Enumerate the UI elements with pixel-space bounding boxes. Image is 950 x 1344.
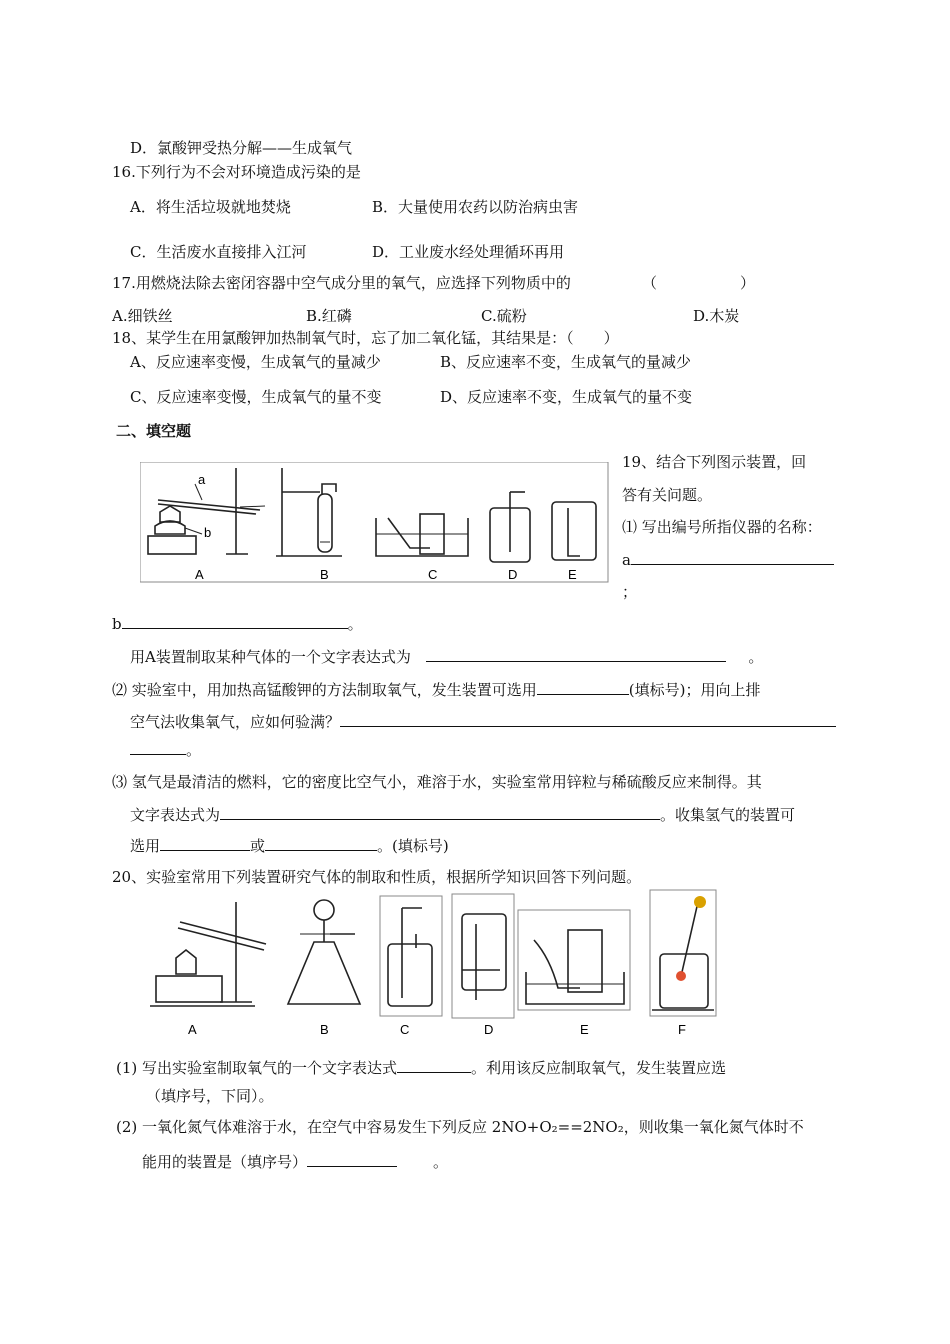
q20-apparatus-b	[288, 900, 360, 1004]
q19-part2-line1	[112, 680, 761, 700]
q19-part3-blank-2[interactable]	[265, 836, 377, 851]
q19-label-a: A	[195, 567, 204, 582]
q17-option-b[interactable]: B.红磷	[306, 307, 352, 325]
q17-paren-open: （	[642, 274, 658, 292]
q19-part2-period: 。	[186, 741, 202, 759]
q16-option-c[interactable]: C．生活废水直接排入江河	[130, 243, 307, 261]
q19-part3-or: 或	[250, 837, 266, 855]
q20-label-a: A	[188, 1022, 197, 1037]
q20-apparatus-d	[462, 914, 506, 1000]
q20-part2-blank[interactable]	[307, 1152, 397, 1167]
q19-part2-question: 空气法收集氧气，应如何验满？	[130, 713, 341, 731]
q19-b-blank[interactable]	[122, 614, 348, 629]
q19-b-line	[112, 614, 363, 634]
q19-apparatus-c	[376, 514, 468, 556]
q19-a-blank[interactable]	[631, 550, 834, 565]
q18-option-b[interactable]: B、反应速率不变，生成氧气的量减少	[440, 353, 692, 371]
q19-label-b: B	[320, 567, 329, 582]
q19-line-a-period: 。	[748, 648, 764, 666]
q20-label-c: C	[400, 1022, 410, 1037]
q19-apparatus-figure	[140, 462, 610, 584]
q19-part3-hint: 。(填标号)	[377, 837, 449, 855]
q19-part2-check-blank-2[interactable]	[130, 740, 186, 755]
q17-paren-close: ）	[740, 274, 756, 292]
q20-label-f: F	[678, 1022, 686, 1037]
q19-line-a	[130, 647, 763, 667]
q19-part3-text: 文字表达式为	[130, 806, 221, 824]
q19-line-a-text: 用A装置制取某种气体的一个文字表达式为	[130, 648, 411, 666]
q19-expression-blank[interactable]	[426, 647, 726, 662]
q17-option-a[interactable]: A.细铁丝	[112, 307, 173, 325]
q19-label-d: D	[508, 567, 518, 582]
q18-option-c[interactable]: C、反应速率变慢，生成氧气的量不变	[130, 388, 382, 406]
q19-label-e: E	[568, 567, 577, 582]
q20-apparatus-figure	[140, 888, 730, 1038]
q19-part2-text-b: (填标号)；用向上排	[628, 681, 761, 699]
q20-part1-text-b: 。利用该反应制取氧气，发生装置应选	[471, 1059, 727, 1077]
q19-a-line	[622, 550, 834, 570]
q19-stem-1: 19、结合下列图示装置，回	[622, 453, 807, 471]
q20-label-d: D	[484, 1022, 494, 1037]
q20-part1-line2: （填序号，下同）。	[146, 1087, 274, 1105]
q19-part2-line3	[130, 740, 201, 760]
q19-part3-text-b: 。收集氢气的装置可	[660, 806, 796, 824]
q19-part3-line2	[130, 805, 795, 825]
q19-a-label: a	[622, 551, 631, 569]
q19-b-label: b	[112, 615, 122, 633]
svg-text:b: b	[204, 525, 212, 540]
q19-part3-select: 选用	[130, 837, 161, 855]
q19-part3-line3	[130, 836, 449, 856]
q17-stem: 17.用燃烧法除去密闭容器中空气成分里的氧气，应选择下列物质中的	[112, 274, 571, 292]
q19-part2-device-blank[interactable]	[537, 680, 629, 695]
q19-apparatus-a	[148, 468, 265, 554]
q20-part1-line1	[116, 1058, 726, 1078]
q19-part3-blank-1[interactable]	[160, 836, 250, 851]
q17-option-d[interactable]: D.木炭	[693, 307, 740, 325]
q20-part1-expression-blank[interactable]	[397, 1058, 471, 1073]
q20-apparatus-a	[150, 902, 266, 1006]
q19-part3-line1: ⑶ 氢气是最清洁的燃料，它的密度比空气小，难溶于水，实验室常用锌粒与稀硫酸反应来制得。其	[112, 773, 762, 791]
q20-part1-text: (1) 写出实验室制取氧气的一个文字表达式	[116, 1059, 398, 1077]
q18-option-a[interactable]: A、反应速率变慢，生成氧气的量减少	[130, 353, 381, 371]
q20-label-b: B	[320, 1022, 329, 1037]
q19-label-c: C	[428, 567, 438, 582]
svg-text:a: a	[198, 472, 206, 487]
q19-stem-2: 答有关问题。	[622, 486, 713, 504]
q20-apparatus-c	[388, 908, 432, 1006]
q20-part2-line1: (2) 一氧化氮气体难溶于水，在空气中容易发生下列反应 2NO+O₂==2NO₂，则收集一氧化氮气体时不	[116, 1118, 804, 1136]
q19-part1: ⑴ 写出编号所指仪器的名称：	[622, 518, 822, 536]
q18-stem: 18、某学生在用氯酸钾加热制氧气时，忘了加二氧化锰，其结果是：（ ）	[112, 329, 619, 347]
q18-option-d[interactable]: D、反应速率不变，生成氧气的量不变	[440, 388, 693, 406]
q19-part2-check-blank[interactable]	[340, 712, 836, 727]
q15-option-d: D．氯酸钾受热分解——生成氧气	[130, 139, 353, 157]
q20-apparatus-e	[526, 930, 624, 1004]
q19-part2-line2	[130, 712, 836, 732]
q19-b-period: 。	[347, 615, 363, 633]
q20-label-e: E	[580, 1022, 589, 1037]
q20-apparatus-f	[652, 896, 714, 1010]
q16-option-b[interactable]: B．大量使用农药以防治病虫害	[372, 198, 579, 216]
q20-stem: 20、实验室常用下列装置研究气体的制取和性质，根据所学知识回答下列问题。	[112, 868, 642, 886]
q20-part2-text: 能用的装置是（填序号）	[142, 1153, 308, 1171]
q19-apparatus-b	[276, 468, 342, 556]
q17-option-c[interactable]: C.硫粉	[481, 307, 527, 325]
q19-semicolon: ；	[622, 583, 638, 601]
section-title: 二、填空题	[116, 422, 192, 440]
q20-part2-line2	[142, 1152, 448, 1172]
q16-option-d[interactable]: D．工业废水经处理循环再用	[372, 243, 565, 261]
q19-apparatus-e	[552, 502, 596, 560]
q16-stem: 16.下列行为不会对环境造成污染的是	[112, 163, 361, 181]
q19-apparatus-d	[490, 492, 530, 562]
q19-part2-text: ⑵ 实验室中，用加热高锰酸钾的方法制取氧气，发生装置可选用	[112, 681, 537, 699]
q16-option-a[interactable]: A．将生活垃圾就地焚烧	[130, 198, 291, 216]
q20-part2-period: 。	[433, 1153, 449, 1171]
q19-part3-expression-blank[interactable]	[220, 805, 660, 820]
